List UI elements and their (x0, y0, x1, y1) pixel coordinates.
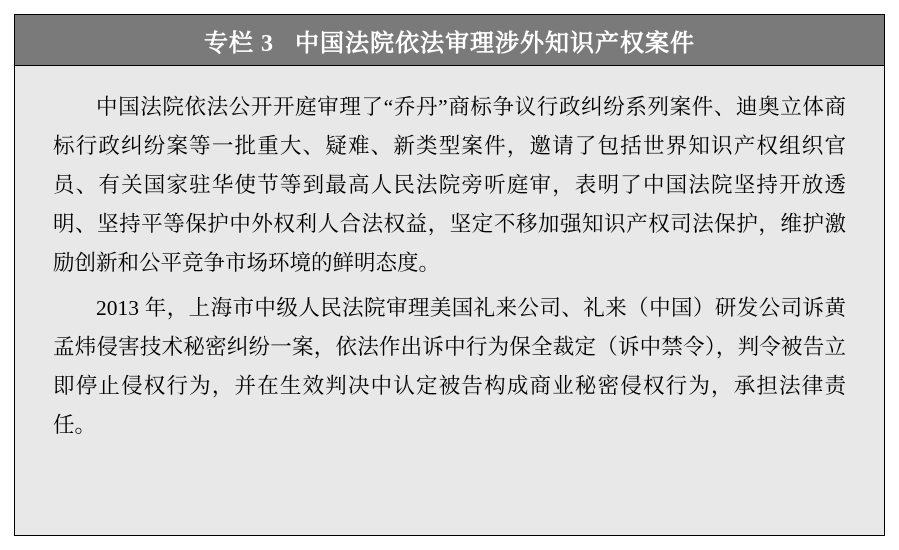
paragraph-1: 中国法院依法公开开庭审理了“乔丹”商标争议行政纠纷系列案件、迪奥立体商标行政纠纷案等一批重大、疑难、新类型案件，邀请了包括世界知识产权组织官员、有关国家驻华使节等到最高人民法院旁听庭审，表明了中国法院坚持开放透明、坚持平等保护中外权利人合法权益，坚定不移加强知识产权司法保护，维护激励创新和公平竞争市场环境的鲜明态度。 (53, 95, 846, 275)
callout-box-header (15, 15, 884, 66)
callout-box (14, 14, 885, 536)
paragraph-2: 2013 年，上海市中级人民法院审理美国礼来公司、礼来（中国）研发公司诉黄孟炜侵害技术秘密纠纷一案，依法作出诉中行为保全裁定（诉中禁令），判令被告立即停止侵权行为，并在生效判决中认定被告构成商业秘密侵权行为，承担法律责任。 (53, 296, 846, 437)
callout-box-body (15, 66, 884, 535)
page-title: 专栏 3 中国法院依法审理涉外知识产权案件 (204, 30, 695, 57)
